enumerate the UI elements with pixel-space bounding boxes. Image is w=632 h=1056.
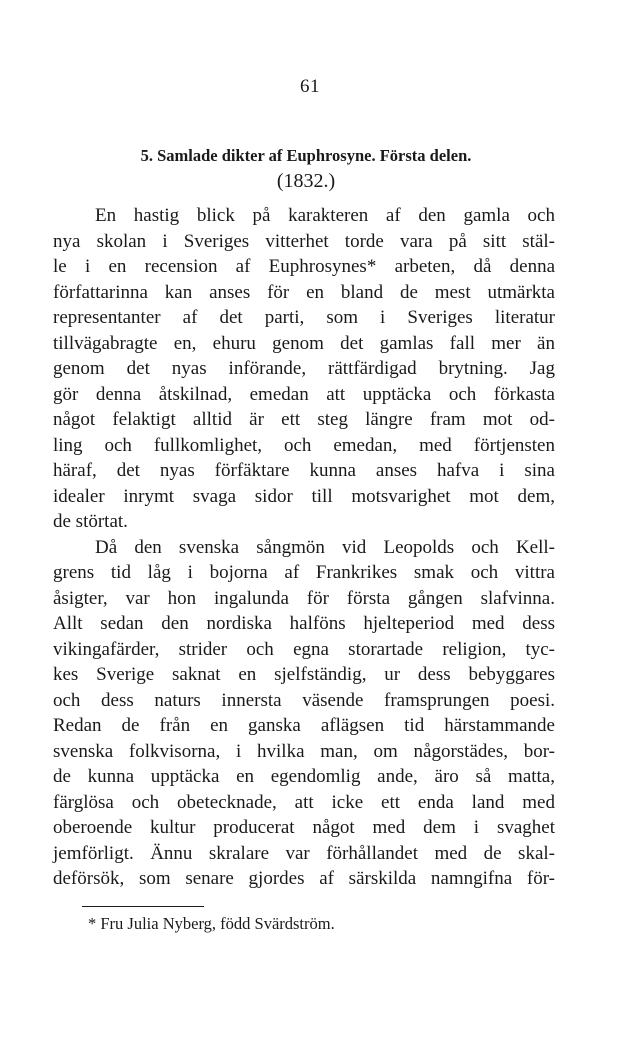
- text-line: idealer inrymt svaga sidor till motsvarighet mot dem,: [53, 485, 555, 507]
- text-line: färglösa och obetecknade, att icke ett enda land med: [53, 791, 555, 813]
- paragraph-1: [53, 203, 555, 535]
- text-line: författarinna kan anses för en bland de mest utmärkta: [53, 281, 555, 303]
- text-line: häraf, det nyas förfäktare kunna anses hafva i sina: [53, 460, 555, 481]
- text-line: nya skolan i Sveriges vitterhet torde vara på sitt stäl-: [53, 230, 555, 252]
- text-line: tillvägabragte en, ehuru genom det gamlas fall mer än: [53, 332, 555, 354]
- text-line: deförsök, som senare gjordes af särskilda namngifna för-: [53, 868, 555, 889]
- page-number: 61: [300, 76, 320, 97]
- text-line: de störtat.: [53, 511, 128, 532]
- text-line: grens tid låg i bojorna af Frankrikes smak och vittra: [53, 562, 555, 583]
- section-heading: 5. Samlade dikter af Euphrosyne. Första delen.: [140, 146, 472, 165]
- text-line: svenska folkvisorna, i hvilka man, om någorstädes, bor-: [53, 740, 555, 762]
- text-line: och dess naturs innersta väsende framsprungen poesi.: [53, 689, 555, 711]
- text-line: En hastig blick på karakteren af den gamla och: [95, 205, 555, 226]
- text-line: genom det nyas införande, rättfärdigad brytning. Jag: [53, 358, 555, 379]
- text-line: vikingafärder, strider och egna storartade religion, tyc-: [53, 638, 555, 660]
- text-line: representanter af det parti, som i Sveriges literatur: [53, 307, 555, 328]
- text-line: oberoende kultur producerat något med dem i svaghet: [53, 817, 555, 838]
- text-line: Då den svenska sångmön vid Leopolds och Kell-: [95, 536, 555, 558]
- body-text: [53, 203, 555, 892]
- text-line: de kunna upptäcka en egendomlig ande, äro så matta,: [53, 766, 555, 787]
- footnote: * Fru Julia Nyberg, född Svärdström.: [88, 914, 335, 933]
- text-line: något felaktigt alltid är ett steg längre fram mot od-: [53, 409, 555, 430]
- footnote-divider: [82, 906, 204, 907]
- paragraph-2: [53, 535, 555, 892]
- section-year: (1832.): [276, 170, 336, 192]
- text-line: ling och fullkomlighet, och emedan, med förtjensten: [53, 434, 555, 456]
- text-line: Allt sedan den nordiska halföns hjelteperiod med dess: [53, 613, 555, 634]
- text-line: åsigter, var hon ingalunda för första gången slafvinna.: [53, 587, 555, 609]
- text-line: Redan de från en ganska aflägsen tid härstammande: [53, 715, 555, 736]
- text-line: gör denna åtskilnad, emedan att upptäcka och förkasta: [53, 383, 555, 405]
- text-line: kes Sverige saknat en sjelfständig, ur dess bebyggares: [53, 664, 555, 685]
- text-line: jemförligt. Ännu skralare var förhållandet med de skal-: [53, 842, 555, 864]
- text-line: le i en recension af Euphrosynes* arbeten, då denna: [53, 256, 555, 277]
